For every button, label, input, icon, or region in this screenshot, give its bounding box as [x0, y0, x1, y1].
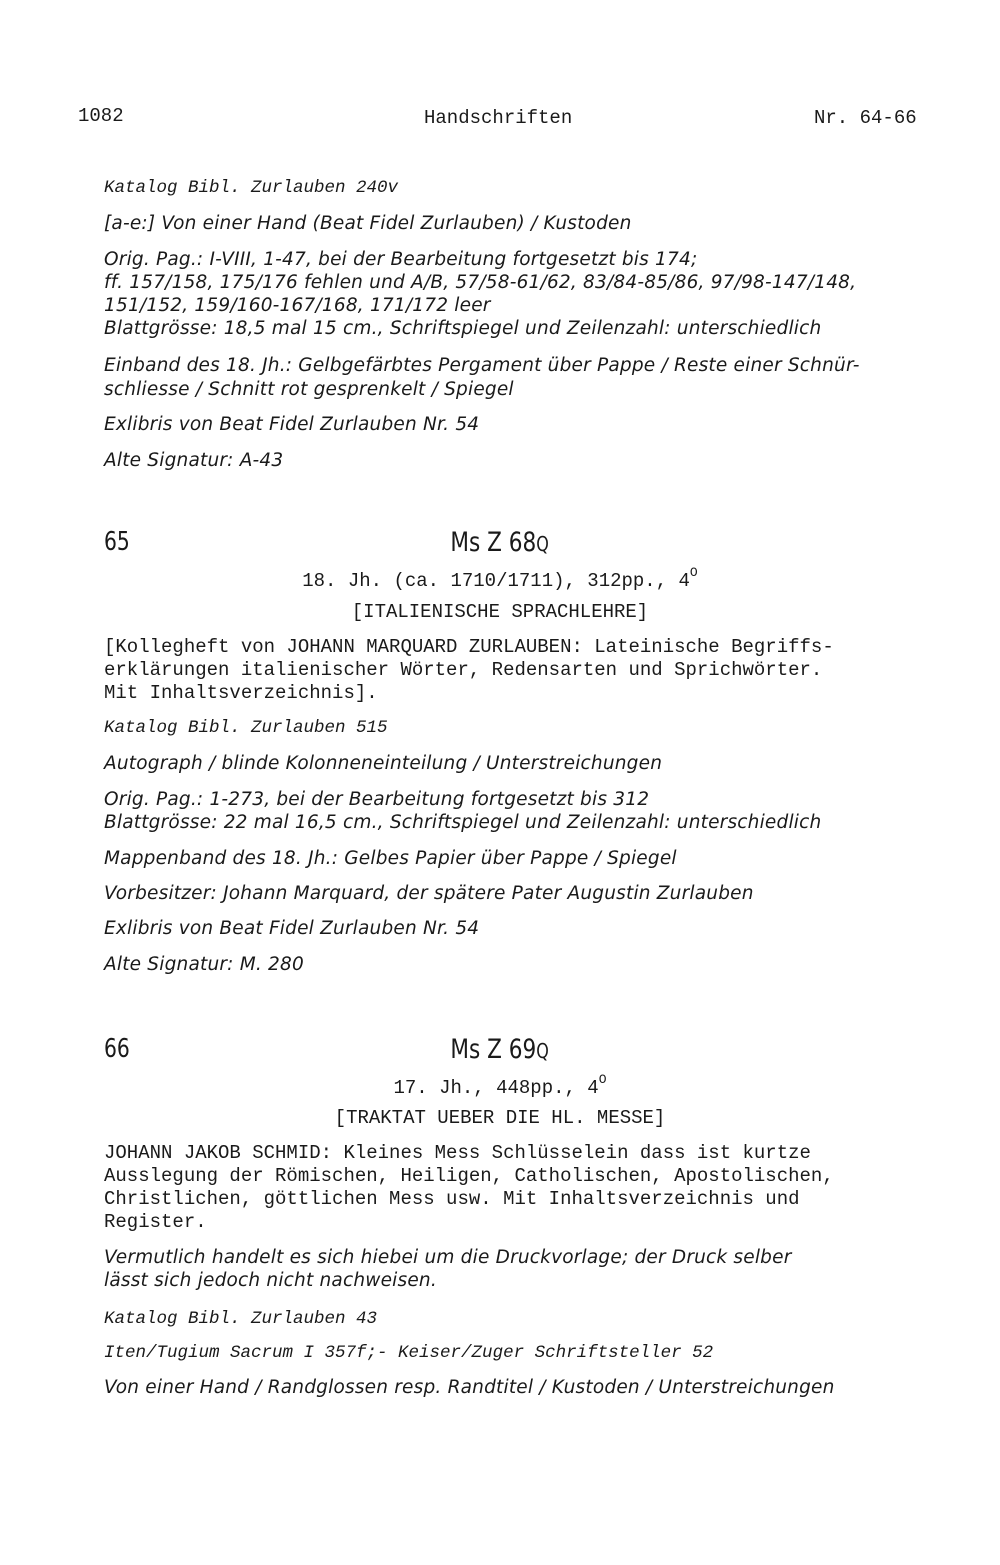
entry65-leaf-size: Blattgrösse: 22 mal 16,5 cm., Schriftspiegel und Zeilenzahl: unterschiedlich — [104, 812, 822, 833]
entry65-description-line: Mit Inhaltsverzeichnis]. — [104, 682, 378, 704]
page-number: 1082 — [78, 105, 124, 127]
entry65-description-line: erklärungen italienischer Wörter, Redensarten und Sprichwörter. — [104, 659, 823, 681]
entry65-catalog: Katalog Bibl. Zurlauben 515 — [104, 718, 388, 738]
entry65-binding: Mappenband des 18. Jh.: Gelbes Papier über Pappe / Spiegel — [104, 848, 677, 869]
entry65-provenance: Vorbesitzer: Johann Marquard, der spätere Pater Augustin Zurlauben — [104, 883, 754, 904]
entry64-pagination-line: 151/152, 159/160-167/168, 171/172 leer — [104, 295, 491, 316]
entry66-note-line: lässt sich jedoch nicht nachweisen. — [104, 1270, 437, 1291]
entry66-description-line: Register. — [104, 1211, 207, 1233]
entry65-autograph: Autograph / blinde Kolonneneinteilung / Unterstreichungen — [104, 753, 663, 774]
entry64-leaf-size: Blattgrösse: 18,5 mal 15 cm., Schriftspiegel und Zeilenzahl: unterschiedlich — [104, 318, 822, 339]
entry64-hand: [a-e:] Von einer Hand (Beat Fidel Zurlauben) / Kustoden — [104, 213, 632, 234]
running-title: Handschriften — [424, 107, 573, 129]
entry64-pagination-line: ff. 157/158, 175/176 fehlen und A/B, 57/58-61/62, 83/84-85/86, 97/98-147/148, — [104, 272, 857, 293]
entry66-signature-text: Ms Z 69 — [450, 1034, 537, 1065]
entry66-title: [TRAKTAT UEBER DIE HL. MESSE] — [334, 1107, 666, 1129]
entry66-date-text: 17. Jh., 448pp., 4 — [393, 1077, 599, 1099]
entry65-format-sup: O — [689, 565, 698, 580]
entry66-signature — [0, 1034, 1000, 1065]
entry-range: Nr. 64-66 — [814, 107, 917, 129]
entry65-date-text: 18. Jh. (ca. 1710/1711), 312pp., 4 — [302, 570, 690, 592]
entry66-description-line: JOHANN JAKOB SCHMID: Kleines Mess Schlüsselein dass ist kurtze — [104, 1142, 811, 1164]
entry64-catalog: Katalog Bibl. Zurlauben 240v — [104, 178, 399, 198]
entry64-binding-line: Einband des 18. Jh.: Gelbgefärbtes Pergament über Pappe / Reste einer Schnür- — [104, 355, 860, 376]
entry66-hand: Von einer Hand / Randglossen resp. Randtitel / Kustoden / Unterstreichungen — [104, 1377, 835, 1398]
entry66-catalog: Katalog Bibl. Zurlauben 43 — [104, 1309, 378, 1329]
entry64-pagination-line: Orig. Pag.: I-VIII, 1-47, bei der Bearbeitung fortgesetzt bis 174; — [104, 249, 698, 270]
entry65-exlibris: Exlibris von Beat Fidel Zurlauben Nr. 54 — [104, 918, 480, 939]
entry65-old-signature: Alte Signatur: M. 280 — [104, 954, 304, 975]
entry64-binding-line: schliesse / Schnitt rot gesprenkelt / Spiegel — [104, 379, 514, 400]
entry65-pagination: Orig. Pag.: 1-273, bei der Bearbeitung fortgesetzt bis 312 — [104, 789, 650, 810]
entry66-description-line: Ausslegung der Römischen, Heiligen, Catholischen, Apostolischen, — [104, 1165, 834, 1187]
entry65-description-line: [Kollegheft von JOHANN MARQUARD ZURLAUBEN: Lateinische Begriffs- — [104, 636, 834, 658]
entry65-date-line — [0, 565, 1000, 592]
entry66-references: Iten/Tugium Sacrum I 357f;- Keiser/Zuger Schriftsteller 52 — [104, 1343, 714, 1363]
entry64-exlibris: Exlibris von Beat Fidel Zurlauben Nr. 54 — [104, 414, 480, 435]
entry66-format-sup: O — [598, 1072, 607, 1087]
entry65-number: 65 — [104, 527, 130, 557]
entry66-description-line: Christlichen, göttlichen Mess usw. Mit Inhaltsverzeichnis und — [104, 1188, 800, 1210]
entry66-number: 66 — [104, 1034, 130, 1064]
entry64-old-signature: Alte Signatur: A-43 — [104, 450, 284, 471]
entry65-signature-suffix: Q — [536, 532, 550, 556]
entry65-signature — [0, 527, 1000, 558]
entry66-note-line: Vermutlich handelt es sich hiebei um die Druckvorlage; der Druck selber — [104, 1247, 792, 1268]
entry66-signature-suffix: Q — [536, 1039, 550, 1063]
entry65-title: [ITALIENISCHE SPRACHLEHRE] — [351, 601, 649, 623]
entry66-date-line — [0, 1072, 1000, 1099]
entry65-signature-text: Ms Z 68 — [450, 527, 537, 558]
